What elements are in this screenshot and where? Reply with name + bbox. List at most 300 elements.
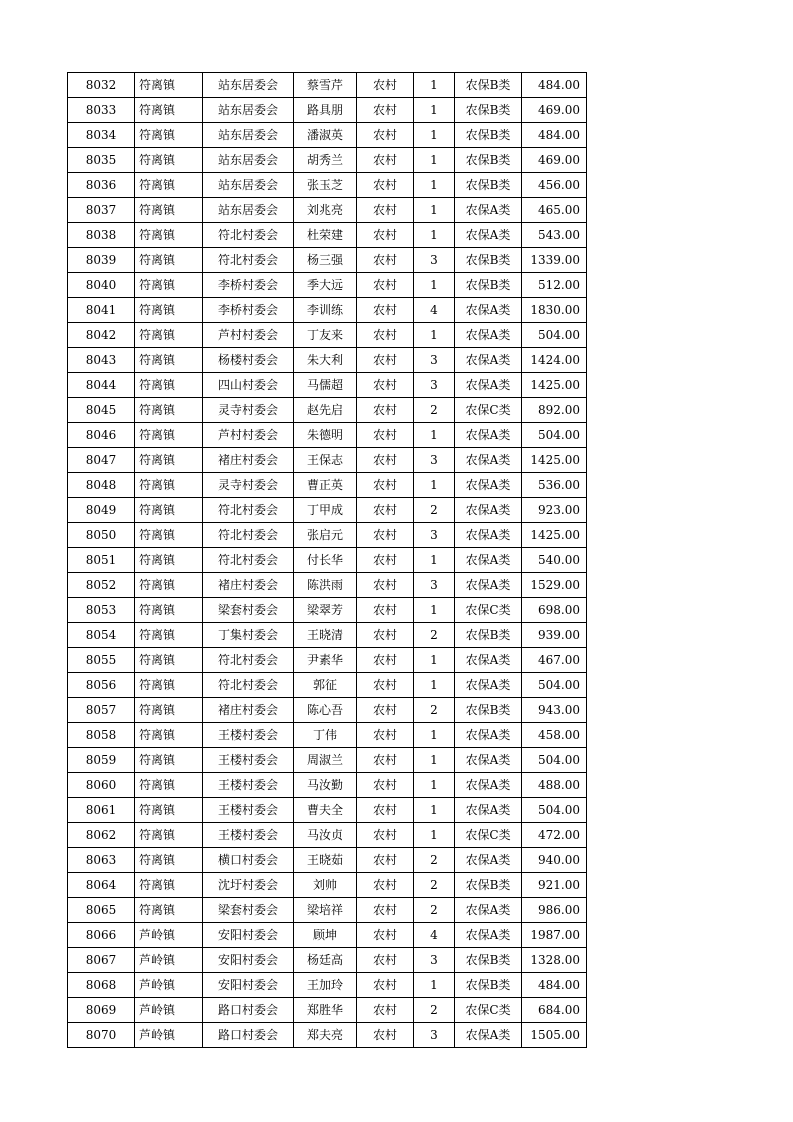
record-id-cell: 8057 (68, 698, 135, 723)
table-row (68, 948, 587, 973)
town-cell: 符离镇 (135, 273, 203, 298)
person-name-cell: 马汝勤 (294, 773, 357, 798)
insurance-category-cell: 农保A类 (455, 923, 522, 948)
table-row (68, 173, 587, 198)
person-name-cell: 杨廷高 (294, 948, 357, 973)
record-id-cell: 8053 (68, 598, 135, 623)
person-name-cell: 周淑兰 (294, 748, 357, 773)
amount-cell: 472.00 (522, 823, 587, 848)
record-id-cell: 8062 (68, 823, 135, 848)
insurance-category-cell: 农保A类 (455, 323, 522, 348)
insurance-category-cell: 农保A类 (455, 473, 522, 498)
insurance-category-cell: 农保A类 (455, 448, 522, 473)
insurance-category-cell: 农保A类 (455, 348, 522, 373)
table-row (68, 998, 587, 1023)
member-count-cell: 1 (414, 673, 455, 698)
town-cell: 符离镇 (135, 898, 203, 923)
record-id-cell: 8056 (68, 673, 135, 698)
amount-cell: 504.00 (522, 798, 587, 823)
amount-cell: 469.00 (522, 148, 587, 173)
town-cell: 符离镇 (135, 73, 203, 98)
person-name-cell: 刘帅 (294, 873, 357, 898)
amount-cell: 488.00 (522, 773, 587, 798)
village-committee-cell: 褚庄村委会 (203, 448, 294, 473)
table-row (68, 873, 587, 898)
member-count-cell: 1 (414, 148, 455, 173)
amount-cell: 456.00 (522, 173, 587, 198)
record-id-cell: 8036 (68, 173, 135, 198)
member-count-cell: 3 (414, 348, 455, 373)
town-cell: 符离镇 (135, 673, 203, 698)
insurance-category-cell: 农保C类 (455, 823, 522, 848)
record-id-cell: 8069 (68, 998, 135, 1023)
village-committee-cell: 灵寺村委会 (203, 473, 294, 498)
amount-cell: 504.00 (522, 748, 587, 773)
village-committee-cell: 王楼村委会 (203, 723, 294, 748)
member-count-cell: 1 (414, 73, 455, 98)
record-id-cell: 8063 (68, 848, 135, 873)
table-row (68, 898, 587, 923)
amount-cell: 484.00 (522, 123, 587, 148)
relief-roster-table (67, 72, 587, 1048)
insurance-category-cell: 农保A类 (455, 1023, 522, 1048)
insurance-category-cell: 农保B类 (455, 123, 522, 148)
amount-cell: 543.00 (522, 223, 587, 248)
amount-cell: 1830.00 (522, 298, 587, 323)
record-id-cell: 8034 (68, 123, 135, 148)
record-id-cell: 8065 (68, 898, 135, 923)
town-cell: 符离镇 (135, 123, 203, 148)
person-name-cell: 王晓清 (294, 623, 357, 648)
village-committee-cell: 李桥村委会 (203, 298, 294, 323)
record-id-cell: 8040 (68, 273, 135, 298)
person-name-cell: 梁培祥 (294, 898, 357, 923)
village-committee-cell: 芦村村委会 (203, 323, 294, 348)
amount-cell: 1529.00 (522, 573, 587, 598)
table-row (68, 523, 587, 548)
household-type-cell: 农村 (357, 323, 414, 348)
household-type-cell: 农村 (357, 548, 414, 573)
member-count-cell: 3 (414, 948, 455, 973)
amount-cell: 465.00 (522, 198, 587, 223)
amount-cell: 939.00 (522, 623, 587, 648)
amount-cell: 684.00 (522, 998, 587, 1023)
member-count-cell: 3 (414, 448, 455, 473)
insurance-category-cell: 农保B类 (455, 148, 522, 173)
village-committee-cell: 站东居委会 (203, 123, 294, 148)
insurance-category-cell: 农保A类 (455, 673, 522, 698)
member-count-cell: 3 (414, 373, 455, 398)
roster-body (68, 73, 587, 1048)
household-type-cell: 农村 (357, 148, 414, 173)
table-row (68, 973, 587, 998)
person-name-cell: 杜荣建 (294, 223, 357, 248)
person-name-cell: 郭征 (294, 673, 357, 698)
town-cell: 芦岭镇 (135, 948, 203, 973)
person-name-cell: 陈洪雨 (294, 573, 357, 598)
member-count-cell: 1 (414, 598, 455, 623)
household-type-cell: 农村 (357, 423, 414, 448)
household-type-cell: 农村 (357, 623, 414, 648)
person-name-cell: 马儒超 (294, 373, 357, 398)
household-type-cell: 农村 (357, 648, 414, 673)
record-id-cell: 8043 (68, 348, 135, 373)
household-type-cell: 农村 (357, 248, 414, 273)
town-cell: 符离镇 (135, 598, 203, 623)
record-id-cell: 8037 (68, 198, 135, 223)
household-type-cell: 农村 (357, 373, 414, 398)
member-count-cell: 2 (414, 498, 455, 523)
town-cell: 芦岭镇 (135, 1023, 203, 1048)
amount-cell: 1339.00 (522, 248, 587, 273)
village-committee-cell: 安阳村委会 (203, 973, 294, 998)
insurance-category-cell: 农保A类 (455, 223, 522, 248)
town-cell: 符离镇 (135, 223, 203, 248)
town-cell: 符离镇 (135, 848, 203, 873)
amount-cell: 1425.00 (522, 523, 587, 548)
town-cell: 符离镇 (135, 773, 203, 798)
amount-cell: 1425.00 (522, 448, 587, 473)
table-row (68, 723, 587, 748)
record-id-cell: 8032 (68, 73, 135, 98)
village-committee-cell: 沈圩村委会 (203, 873, 294, 898)
member-count-cell: 1 (414, 223, 455, 248)
record-id-cell: 8052 (68, 573, 135, 598)
insurance-category-cell: 农保A类 (455, 798, 522, 823)
household-type-cell: 农村 (357, 473, 414, 498)
table-row (68, 748, 587, 773)
table-row (68, 773, 587, 798)
person-name-cell: 蔡雪芹 (294, 73, 357, 98)
member-count-cell: 4 (414, 298, 455, 323)
amount-cell: 484.00 (522, 973, 587, 998)
insurance-category-cell: 农保A类 (455, 423, 522, 448)
record-id-cell: 8064 (68, 873, 135, 898)
record-id-cell: 8048 (68, 473, 135, 498)
town-cell: 符离镇 (135, 648, 203, 673)
table-row (68, 298, 587, 323)
household-type-cell: 农村 (357, 498, 414, 523)
household-type-cell: 农村 (357, 798, 414, 823)
insurance-category-cell: 农保A类 (455, 548, 522, 573)
member-count-cell: 3 (414, 523, 455, 548)
household-type-cell: 农村 (357, 973, 414, 998)
record-id-cell: 8044 (68, 373, 135, 398)
record-id-cell: 8035 (68, 148, 135, 173)
person-name-cell: 胡秀兰 (294, 148, 357, 173)
town-cell: 符离镇 (135, 98, 203, 123)
town-cell: 符离镇 (135, 798, 203, 823)
village-committee-cell: 符北村委会 (203, 523, 294, 548)
person-name-cell: 郑夫亮 (294, 1023, 357, 1048)
person-name-cell: 马汝贞 (294, 823, 357, 848)
household-type-cell: 农村 (357, 98, 414, 123)
town-cell: 符离镇 (135, 748, 203, 773)
member-count-cell: 4 (414, 923, 455, 948)
insurance-category-cell: 农保A类 (455, 498, 522, 523)
town-cell: 符离镇 (135, 523, 203, 548)
amount-cell: 1425.00 (522, 373, 587, 398)
insurance-category-cell: 农保A类 (455, 723, 522, 748)
record-id-cell: 8033 (68, 98, 135, 123)
person-name-cell: 丁甲成 (294, 498, 357, 523)
table-row (68, 323, 587, 348)
record-id-cell: 8050 (68, 523, 135, 548)
person-name-cell: 朱德明 (294, 423, 357, 448)
town-cell: 符离镇 (135, 823, 203, 848)
amount-cell: 921.00 (522, 873, 587, 898)
person-name-cell: 张玉芝 (294, 173, 357, 198)
member-count-cell: 2 (414, 898, 455, 923)
person-name-cell: 刘兆亮 (294, 198, 357, 223)
amount-cell: 940.00 (522, 848, 587, 873)
member-count-cell: 1 (414, 98, 455, 123)
person-name-cell: 丁伟 (294, 723, 357, 748)
town-cell: 符离镇 (135, 698, 203, 723)
member-count-cell: 1 (414, 273, 455, 298)
person-name-cell: 付长华 (294, 548, 357, 573)
village-committee-cell: 横口村委会 (203, 848, 294, 873)
insurance-category-cell: 农保B类 (455, 698, 522, 723)
amount-cell: 698.00 (522, 598, 587, 623)
table-row (68, 623, 587, 648)
member-count-cell: 1 (414, 973, 455, 998)
table-row (68, 73, 587, 98)
member-count-cell: 2 (414, 998, 455, 1023)
household-type-cell: 农村 (357, 223, 414, 248)
table-row (68, 448, 587, 473)
village-committee-cell: 站东居委会 (203, 198, 294, 223)
member-count-cell: 1 (414, 823, 455, 848)
town-cell: 符离镇 (135, 198, 203, 223)
amount-cell: 467.00 (522, 648, 587, 673)
village-committee-cell: 梁套村委会 (203, 598, 294, 623)
household-type-cell: 农村 (357, 923, 414, 948)
village-committee-cell: 褚庄村委会 (203, 698, 294, 723)
household-type-cell: 农村 (357, 123, 414, 148)
household-type-cell: 农村 (357, 73, 414, 98)
amount-cell: 1987.00 (522, 923, 587, 948)
household-type-cell: 农村 (357, 948, 414, 973)
member-count-cell: 2 (414, 848, 455, 873)
table-row (68, 923, 587, 948)
insurance-category-cell: 农保B类 (455, 98, 522, 123)
amount-cell: 1505.00 (522, 1023, 587, 1048)
household-type-cell: 农村 (357, 173, 414, 198)
household-type-cell: 农村 (357, 448, 414, 473)
household-type-cell: 农村 (357, 398, 414, 423)
record-id-cell: 8041 (68, 298, 135, 323)
town-cell: 符离镇 (135, 148, 203, 173)
member-count-cell: 1 (414, 423, 455, 448)
town-cell: 符离镇 (135, 723, 203, 748)
village-committee-cell: 褚庄村委会 (203, 573, 294, 598)
insurance-category-cell: 农保C类 (455, 398, 522, 423)
person-name-cell: 路具朋 (294, 98, 357, 123)
village-committee-cell: 安阳村委会 (203, 948, 294, 973)
person-name-cell: 王晓茹 (294, 848, 357, 873)
insurance-category-cell: 农保B类 (455, 273, 522, 298)
amount-cell: 1424.00 (522, 348, 587, 373)
household-type-cell: 农村 (357, 298, 414, 323)
person-name-cell: 王加玲 (294, 973, 357, 998)
table-row (68, 348, 587, 373)
amount-cell: 536.00 (522, 473, 587, 498)
amount-cell: 484.00 (522, 73, 587, 98)
town-cell: 符离镇 (135, 248, 203, 273)
household-type-cell: 农村 (357, 198, 414, 223)
village-committee-cell: 王楼村委会 (203, 798, 294, 823)
table-row (68, 1023, 587, 1048)
village-committee-cell: 芦村村委会 (203, 423, 294, 448)
town-cell: 符离镇 (135, 473, 203, 498)
household-type-cell: 农村 (357, 523, 414, 548)
person-name-cell: 郑胜华 (294, 998, 357, 1023)
person-name-cell: 杨三强 (294, 248, 357, 273)
table-row (68, 148, 587, 173)
member-count-cell: 2 (414, 698, 455, 723)
village-committee-cell: 符北村委会 (203, 548, 294, 573)
village-committee-cell: 梁套村委会 (203, 898, 294, 923)
town-cell: 符离镇 (135, 373, 203, 398)
insurance-category-cell: 农保B类 (455, 873, 522, 898)
village-committee-cell: 路口村委会 (203, 1023, 294, 1048)
household-type-cell: 农村 (357, 273, 414, 298)
table-row (68, 648, 587, 673)
town-cell: 符离镇 (135, 448, 203, 473)
village-committee-cell: 符北村委会 (203, 248, 294, 273)
amount-cell: 943.00 (522, 698, 587, 723)
member-count-cell: 2 (414, 873, 455, 898)
amount-cell: 469.00 (522, 98, 587, 123)
insurance-category-cell: 农保B类 (455, 73, 522, 98)
table-row (68, 373, 587, 398)
village-committee-cell: 符北村委会 (203, 498, 294, 523)
member-count-cell: 1 (414, 473, 455, 498)
table-row (68, 123, 587, 148)
village-committee-cell: 王楼村委会 (203, 773, 294, 798)
table-row (68, 573, 587, 598)
village-committee-cell: 路口村委会 (203, 998, 294, 1023)
table-row (68, 498, 587, 523)
town-cell: 符离镇 (135, 298, 203, 323)
person-name-cell: 梁翠芳 (294, 598, 357, 623)
amount-cell: 458.00 (522, 723, 587, 748)
insurance-category-cell: 农保A类 (455, 373, 522, 398)
member-count-cell: 1 (414, 748, 455, 773)
insurance-category-cell: 农保A类 (455, 573, 522, 598)
member-count-cell: 1 (414, 123, 455, 148)
town-cell: 符离镇 (135, 623, 203, 648)
record-id-cell: 8067 (68, 948, 135, 973)
record-id-cell: 8058 (68, 723, 135, 748)
person-name-cell: 赵先启 (294, 398, 357, 423)
town-cell: 符离镇 (135, 348, 203, 373)
village-committee-cell: 王楼村委会 (203, 748, 294, 773)
record-id-cell: 8066 (68, 923, 135, 948)
member-count-cell: 1 (414, 648, 455, 673)
person-name-cell: 潘淑英 (294, 123, 357, 148)
town-cell: 符离镇 (135, 398, 203, 423)
village-committee-cell: 李桥村委会 (203, 273, 294, 298)
household-type-cell: 农村 (357, 748, 414, 773)
table-row (68, 398, 587, 423)
town-cell: 符离镇 (135, 323, 203, 348)
record-id-cell: 8039 (68, 248, 135, 273)
town-cell: 符离镇 (135, 498, 203, 523)
person-name-cell: 顾坤 (294, 923, 357, 948)
village-committee-cell: 站东居委会 (203, 98, 294, 123)
amount-cell: 540.00 (522, 548, 587, 573)
record-id-cell: 8042 (68, 323, 135, 348)
record-id-cell: 8045 (68, 398, 135, 423)
village-committee-cell: 站东居委会 (203, 148, 294, 173)
member-count-cell: 1 (414, 723, 455, 748)
amount-cell: 512.00 (522, 273, 587, 298)
town-cell: 芦岭镇 (135, 973, 203, 998)
household-type-cell: 农村 (357, 573, 414, 598)
record-id-cell: 8068 (68, 973, 135, 998)
household-type-cell: 农村 (357, 698, 414, 723)
village-committee-cell: 站东居委会 (203, 173, 294, 198)
record-id-cell: 8055 (68, 648, 135, 673)
table-row (68, 473, 587, 498)
record-id-cell: 8051 (68, 548, 135, 573)
household-type-cell: 农村 (357, 723, 414, 748)
person-name-cell: 王保志 (294, 448, 357, 473)
table-row (68, 673, 587, 698)
town-cell: 符离镇 (135, 548, 203, 573)
household-type-cell: 农村 (357, 848, 414, 873)
village-committee-cell: 符北村委会 (203, 648, 294, 673)
village-committee-cell: 灵寺村委会 (203, 398, 294, 423)
record-id-cell: 8046 (68, 423, 135, 448)
table-row (68, 98, 587, 123)
table-row (68, 598, 587, 623)
village-committee-cell: 杨楼村委会 (203, 348, 294, 373)
table-row (68, 548, 587, 573)
person-name-cell: 李训练 (294, 298, 357, 323)
town-cell: 符离镇 (135, 173, 203, 198)
amount-cell: 504.00 (522, 423, 587, 448)
village-committee-cell: 站东居委会 (203, 73, 294, 98)
table-row (68, 848, 587, 873)
member-count-cell: 1 (414, 198, 455, 223)
household-type-cell: 农村 (357, 873, 414, 898)
insurance-category-cell: 农保C类 (455, 998, 522, 1023)
member-count-cell: 1 (414, 773, 455, 798)
household-type-cell: 农村 (357, 898, 414, 923)
member-count-cell: 3 (414, 573, 455, 598)
table-row (68, 198, 587, 223)
table-row (68, 423, 587, 448)
household-type-cell: 农村 (357, 348, 414, 373)
insurance-category-cell: 农保C类 (455, 598, 522, 623)
record-id-cell: 8070 (68, 1023, 135, 1048)
village-committee-cell: 安阳村委会 (203, 923, 294, 948)
table-row (68, 798, 587, 823)
person-name-cell: 曹夫全 (294, 798, 357, 823)
household-type-cell: 农村 (357, 773, 414, 798)
village-committee-cell: 符北村委会 (203, 223, 294, 248)
amount-cell: 504.00 (522, 673, 587, 698)
member-count-cell: 2 (414, 398, 455, 423)
amount-cell: 923.00 (522, 498, 587, 523)
household-type-cell: 农村 (357, 598, 414, 623)
person-name-cell: 朱大利 (294, 348, 357, 373)
person-name-cell: 张启元 (294, 523, 357, 548)
household-type-cell: 农村 (357, 823, 414, 848)
